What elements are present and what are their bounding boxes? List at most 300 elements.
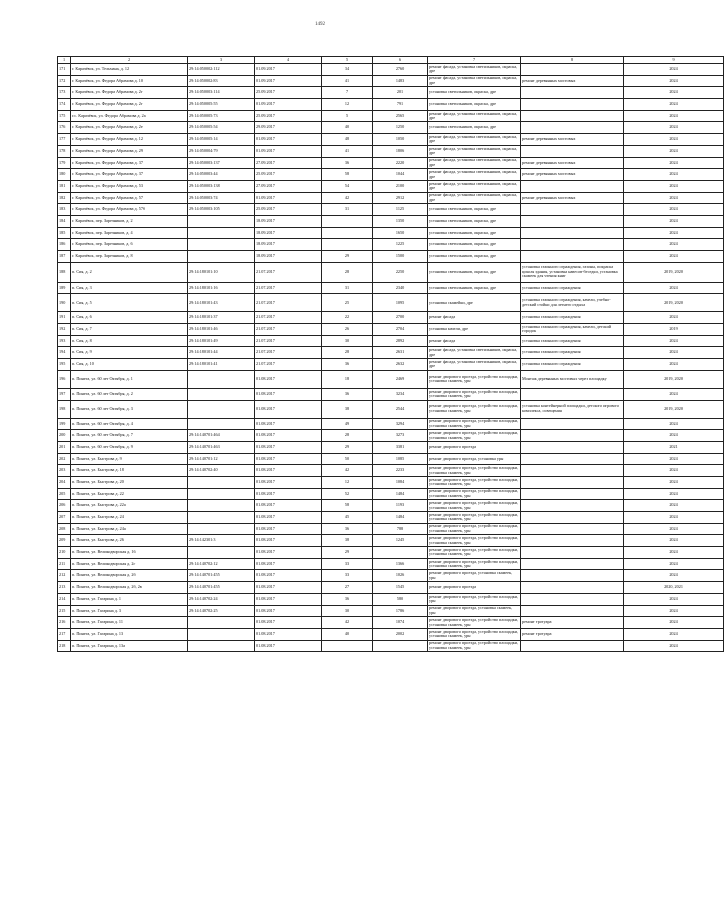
cadastral-number-cell: 29:14:140701:464 [188, 430, 255, 442]
col-header: 5 [322, 57, 373, 64]
address-cell: п. Пинега, ул. Быстрова д. 20 [71, 476, 188, 488]
area-cell: 2912 [373, 192, 428, 204]
row-number-cell: 201 [58, 441, 71, 453]
area-cell: 3381 [373, 441, 428, 453]
count-cell: 33 [322, 558, 373, 570]
area-cell: 1074 [373, 617, 428, 629]
row-number-cell: 197 [58, 388, 71, 400]
date-cell: 01.08.2017 [255, 453, 322, 465]
area-cell: 3273 [373, 430, 428, 442]
cadastral-number-cell: 29:14:140701:455 [188, 570, 255, 582]
row-number-cell: 194 [58, 347, 71, 359]
row-number-cell: 202 [58, 453, 71, 465]
works-cell: ремонт дворового проезда, установка скамеек, урн [428, 605, 521, 617]
area-cell: 2100 [373, 180, 428, 192]
date-cell: 01.08.2017 [255, 388, 322, 400]
row-number-cell: 193 [58, 335, 71, 347]
area-cell: 2704 [373, 324, 428, 336]
address-cell: п. Пинега, ул. Быстрова д. 9 [71, 453, 188, 465]
date-cell: 01.08.2017 [255, 617, 322, 629]
cadastral-number-cell: 29:14:142301:3 [188, 535, 255, 547]
date-cell: 01.09.2017 [255, 64, 322, 76]
year-cell: 2024 [624, 335, 724, 347]
date-cell: 29.09.2017 [255, 122, 322, 134]
table-row [58, 157, 724, 169]
extra-works-cell [521, 535, 624, 547]
cadastral-number-cell: 29:14:180101:16 [188, 282, 255, 294]
count-cell: 58 [322, 169, 373, 181]
works-cell: ремонт дворового проезда, установка урн [428, 453, 521, 465]
extra-works-cell [521, 465, 624, 477]
cadastral-number-cell: 29:14:050002:83 [188, 75, 255, 87]
count-cell: 34 [322, 64, 373, 76]
count-cell: 7 [322, 87, 373, 99]
extra-works-cell [521, 145, 624, 157]
year-cell: 2024 [624, 388, 724, 400]
date-cell: 01.08.2017 [255, 593, 322, 605]
extra-works-cell: установка газонного ограждения [521, 347, 624, 359]
date-cell: 25.09.2017 [255, 87, 322, 99]
extra-works-cell [521, 476, 624, 488]
extra-works-cell [521, 441, 624, 453]
works-cell: ремонт фасада, установка светильников, окраска, дре [428, 110, 521, 122]
table-row [58, 192, 724, 204]
col-header: 1 [58, 57, 71, 64]
year-cell: 2024 [624, 110, 724, 122]
count-cell: 25 [322, 294, 373, 312]
works-cell: ремонт дворового проезда [428, 582, 521, 594]
works-cell: установка светильников, окраска, дре [428, 122, 521, 134]
row-number-cell: 172 [58, 75, 71, 87]
row-number-cell: 216 [58, 617, 71, 629]
table-row [58, 145, 724, 157]
date-cell: 01.08.2017 [255, 512, 322, 524]
count-cell: 42 [322, 465, 373, 477]
address-cell: п. Пинега, ул. Быстрова д. 22 [71, 488, 188, 500]
date-cell: 01.08.2017 [255, 523, 322, 535]
works-cell: ремонт дворового проезда, устройство площадки, установка скамеек, урн [428, 488, 521, 500]
date-cell: 21.07.2017 [255, 294, 322, 312]
area-cell: 1484 [373, 488, 428, 500]
area-cell: 2469 [373, 370, 428, 388]
count-cell: 31 [322, 282, 373, 294]
row-number-cell: 171 [58, 64, 71, 76]
extra-works-cell: установка газонного ограждения, качели, детский городок [521, 324, 624, 336]
year-cell: 2024 [624, 628, 724, 640]
cadastral-number-cell: 29:14:050003:44 [188, 169, 255, 181]
date-cell: 21.07.2017 [255, 312, 322, 324]
address-cell: г. Карачёвск, пер. Заречников, д. 4 [71, 227, 188, 239]
table-row [58, 324, 724, 336]
cadastral-number-cell: 29:14:180101:41 [188, 359, 255, 371]
row-number-cell: 207 [58, 512, 71, 524]
count-cell: 30 [322, 605, 373, 617]
count-cell [322, 227, 373, 239]
year-cell: 2024 [624, 215, 724, 227]
cadastral-number-cell: 29:14:180101:37 [188, 312, 255, 324]
date-cell: 01.08.2017 [255, 370, 322, 388]
extra-works-cell [521, 227, 624, 239]
extra-works-cell [521, 110, 624, 122]
count-cell [322, 640, 373, 652]
table-row [58, 110, 724, 122]
col-header: 4 [255, 57, 322, 64]
count-cell: 50 [322, 453, 373, 465]
page-number: 1492 [315, 22, 325, 27]
area-cell: 1050 [373, 134, 428, 146]
cadastral-number-cell: 29:14:140702:40 [188, 465, 255, 477]
table-row [58, 335, 724, 347]
area-cell: 1084 [373, 476, 428, 488]
area-cell: 2565 [373, 110, 428, 122]
year-cell: 2024 [624, 180, 724, 192]
year-cell: 2024 [624, 192, 724, 204]
works-cell: ремонт дворового проезда, устройство площадки, установка скамеек, урн [428, 547, 521, 559]
date-cell: 01.08.2017 [255, 558, 322, 570]
extra-works-cell [521, 122, 624, 134]
table-row [58, 134, 724, 146]
cadastral-number-cell [188, 215, 255, 227]
table-row [58, 239, 724, 251]
address-cell: г. Карачёвск, ул. Федора Абрамова д. 29 [71, 145, 188, 157]
area-cell: 2760 [373, 64, 428, 76]
extra-works-cell [521, 204, 624, 216]
extra-works-cell [521, 558, 624, 570]
table-row [58, 570, 724, 582]
count-cell: 36 [322, 359, 373, 371]
table-row [58, 294, 724, 312]
year-cell: 2024 [624, 204, 724, 216]
cadastral-number-cell: 29:14:050002:112 [188, 64, 255, 76]
area-cell: 1095 [373, 294, 428, 312]
address-cell: п. Пинега, ул. 60 лет Октября, д. 3 [71, 400, 188, 418]
count-cell: 52 [322, 488, 373, 500]
area-cell: 2700 [373, 312, 428, 324]
year-cell: 2019 [624, 324, 724, 336]
address-cell: п. Пинега, ул. Великодворская д. 2б, 2в [71, 582, 188, 594]
address-cell: п. Пинега, ул. Быстрова д. 26 [71, 535, 188, 547]
area-cell: 2002 [373, 628, 428, 640]
table-row [58, 122, 724, 134]
header-row [58, 57, 724, 64]
address-cell: г. Карачёвск, ул. Федора Абрамова д. 2г [71, 87, 188, 99]
extra-works-cell: ремонт тротуара [521, 628, 624, 640]
year-cell: 2019, 2020 [624, 400, 724, 418]
table-row [58, 523, 724, 535]
area-cell: 1786 [373, 605, 428, 617]
address-cell: п. Сия, д. 10 [71, 359, 188, 371]
extra-works-cell: установка газонного ограждения [521, 335, 624, 347]
row-number-cell: 218 [58, 640, 71, 652]
count-cell: 36 [322, 157, 373, 169]
year-cell: 2024 [624, 157, 724, 169]
area-cell: 1193 [373, 500, 428, 512]
address-cell: г. Карачёвск, пер. Заречников, д. 6 [71, 239, 188, 251]
row-number-cell: 214 [58, 593, 71, 605]
area-cell: 1483 [373, 75, 428, 87]
cadastral-number-cell [188, 488, 255, 500]
year-cell: 2024 [624, 547, 724, 559]
row-number-cell: 191 [58, 312, 71, 324]
works-cell: установка светильников, окраска, дре [428, 262, 521, 282]
table-row [58, 476, 724, 488]
works-cell: ремонт фасада, установка светильников, окраска, дре [428, 180, 521, 192]
works-cell: установка светильников, окраска, дре [428, 251, 521, 263]
area-cell: 2544 [373, 400, 428, 418]
year-cell: 2024 [624, 523, 724, 535]
date-cell: 27.09.2017 [255, 180, 322, 192]
area-cell: 2340 [373, 282, 428, 294]
address-cell: п. Пинега, ул. Великодворская д. 2г [71, 558, 188, 570]
year-cell: 2019, 2020 [624, 262, 724, 282]
date-cell: 01.09.2017 [255, 145, 322, 157]
address-cell: п. Пинега, ул. Гагарина д. 13 [71, 628, 188, 640]
works-cell: ремонт фасада, установка светильников, окраска, дре [428, 157, 521, 169]
table-row [58, 215, 724, 227]
table-row [58, 75, 724, 87]
date-cell: 01.08.2017 [255, 500, 322, 512]
row-number-cell: 185 [58, 227, 71, 239]
extra-works-cell: ремонт деревянных мостовых [521, 169, 624, 181]
table-row [58, 593, 724, 605]
extra-works-cell [521, 99, 624, 111]
extra-works-cell [521, 512, 624, 524]
table-row [58, 169, 724, 181]
row-number-cell: 178 [58, 145, 71, 157]
year-cell: 2024 [624, 134, 724, 146]
cadastral-number-cell: 29:14:180101:10 [188, 262, 255, 282]
date-cell: 21.07.2017 [255, 262, 322, 282]
year-cell: 2024 [624, 282, 724, 294]
extra-works-cell: ремонт тротуара [521, 617, 624, 629]
year-cell: 2024 [624, 75, 724, 87]
date-cell: 01.08.2017 [255, 430, 322, 442]
row-number-cell: 190 [58, 294, 71, 312]
area-cell: 2233 [373, 465, 428, 477]
row-number-cell: 206 [58, 500, 71, 512]
date-cell: 01.09.2017 [255, 75, 322, 87]
year-cell: 2024 [624, 87, 724, 99]
date-cell: 25.09.2017 [255, 204, 322, 216]
count-cell: 31 [322, 204, 373, 216]
table-row [58, 465, 724, 477]
cadastral-number-cell [188, 500, 255, 512]
cadastral-number-cell [188, 239, 255, 251]
area-cell: 1044 [373, 169, 428, 181]
date-cell: 01.08.2017 [255, 628, 322, 640]
area-cell: 2250 [373, 262, 428, 282]
works-cell: установка светильников, окраска, дре [428, 204, 521, 216]
row-number-cell: 173 [58, 87, 71, 99]
date-cell: 18.09.2017 [255, 215, 322, 227]
year-cell: 2024 [624, 347, 724, 359]
area-cell: 2892 [373, 335, 428, 347]
works-cell: установка скамейки, дре [428, 294, 521, 312]
extra-works-cell [521, 388, 624, 400]
date-cell: 01.08.2017 [255, 570, 322, 582]
works-cell: установка светильников, окраска, дре [428, 215, 521, 227]
works-cell: ремонт дворового проезда, устройство площадки, установка скамеек, урн [428, 512, 521, 524]
row-number-cell: 200 [58, 430, 71, 442]
cadastral-number-cell [188, 400, 255, 418]
table-row [58, 227, 724, 239]
address-cell: п. Сия, д. 6 [71, 312, 188, 324]
address-cell: г. Карачёвск, ул. Федора Абрамова д. 57 [71, 192, 188, 204]
year-cell: 2024 [624, 359, 724, 371]
works-cell: ремонт дворового проезда, устройство площадки, установка скамеек, урн [428, 628, 521, 640]
cadastral-number-cell: 29:14:050005:73 [188, 110, 255, 122]
table-row [58, 558, 724, 570]
count-cell: 54 [322, 180, 373, 192]
year-cell: 2024 [624, 453, 724, 465]
date-cell: 21.07.2017 [255, 359, 322, 371]
year-cell: 2024 [624, 617, 724, 629]
works-cell: установка светильников, окраска, дре [428, 99, 521, 111]
address-cell: п. Пинега, ул. Гагарина д. 3 [71, 605, 188, 617]
area-cell: 2631 [373, 347, 428, 359]
date-cell: 27.09.2017 [255, 157, 322, 169]
cadastral-number-cell [188, 418, 255, 430]
area-cell [373, 547, 428, 559]
extra-works-cell: ремонт деревянных мостовых [521, 75, 624, 87]
table-row [58, 418, 724, 430]
works-cell: ремонт фасада, установка светильников, окраска, дре [428, 134, 521, 146]
cadastral-number-cell [188, 251, 255, 263]
cadastral-number-cell [188, 617, 255, 629]
address-cell: п. Пинега, ул. Великодворская д. 16 [71, 547, 188, 559]
date-cell: 01.08.2017 [255, 400, 322, 418]
date-cell: 21.07.2017 [255, 324, 322, 336]
count-cell: 28 [322, 347, 373, 359]
year-cell: 2024 [624, 476, 724, 488]
table-row [58, 312, 724, 324]
extra-works-cell [521, 570, 624, 582]
area-cell: 788 [373, 523, 428, 535]
date-cell: 01.08.2017 [255, 535, 322, 547]
year-cell: 2024 [624, 465, 724, 477]
address-cell: п. Сия, д. 7 [71, 324, 188, 336]
year-cell: 2024 [624, 593, 724, 605]
table-row [58, 64, 724, 76]
extra-works-cell [521, 215, 624, 227]
works-cell: ремонт дворового проезда, устройство площадки, установка скамеек, урн [428, 476, 521, 488]
count-cell: 28 [322, 262, 373, 282]
year-cell: 2020, 2021 [624, 582, 724, 594]
address-cell: п. Сия, д. 2 [71, 262, 188, 282]
cadastral-number-cell [188, 388, 255, 400]
extra-works-cell [521, 488, 624, 500]
row-number-cell: 217 [58, 628, 71, 640]
year-cell: 2024 [624, 418, 724, 430]
count-cell: 5 [322, 110, 373, 122]
extra-works-cell [521, 523, 624, 535]
extra-works-cell: ремонт деревянных мостовых [521, 157, 624, 169]
works-cell: ремонт фасада, установка светильников, окраска, дре [428, 359, 521, 371]
date-cell: 01.08.2017 [255, 547, 322, 559]
cadastral-number-cell: 29:14:050003:74 [188, 192, 255, 204]
cadastral-number-cell [188, 547, 255, 559]
count-cell: 33 [322, 570, 373, 582]
year-cell: 2024 [624, 500, 724, 512]
address-cell: п. Сия, д. 5 [71, 294, 188, 312]
area-cell: 1250 [373, 122, 428, 134]
address-cell: п. Сия, д. 3 [71, 282, 188, 294]
count-cell: 36 [322, 593, 373, 605]
address-cell: г. Карачёвск, ул. Федора Абрамова д. 37 [71, 169, 188, 181]
year-cell: 2024 [624, 169, 724, 181]
year-cell: 2024 [624, 430, 724, 442]
extra-works-cell: установка газонного ограждения, газоны, покраска цоколя здания, установка навесов-беседки, установка скамеек для чтения книг [521, 262, 624, 282]
area-cell: 1085 [373, 453, 428, 465]
area-cell: 580 [373, 593, 428, 605]
works-cell: ремонт дворового проезда, устройство площадки, урн [428, 593, 521, 605]
cadastral-number-cell: 29:14:180101:46 [188, 324, 255, 336]
address-cell: п. Пинега, ул. Гагарина д. 11 [71, 617, 188, 629]
table-row [58, 582, 724, 594]
count-cell: 42 [322, 617, 373, 629]
address-cell: г. Карачёвск, ул. Федора Абрамова д. 57б [71, 204, 188, 216]
table-row [58, 430, 724, 442]
count-cell: 38 [322, 400, 373, 418]
row-number-cell: 180 [58, 169, 71, 181]
table-row [58, 441, 724, 453]
year-cell: 2024 [624, 570, 724, 582]
date-cell: 01.08.2017 [255, 488, 322, 500]
extra-works-cell [521, 64, 624, 76]
works-cell: ремонт фасада, установка светильников, окраска, дре [428, 64, 521, 76]
extra-works-cell [521, 430, 624, 442]
cadastral-number-cell: 29:14:050003:137 [188, 157, 255, 169]
area-cell: 791 [373, 99, 428, 111]
area-cell: 2632 [373, 359, 428, 371]
row-number-cell: 215 [58, 605, 71, 617]
date-cell: 01.09.2017 [255, 134, 322, 146]
date-cell: 01.08.2017 [255, 605, 322, 617]
table-row [58, 204, 724, 216]
col-header: 2 [71, 57, 188, 64]
date-cell: 21.07.2017 [255, 335, 322, 347]
works-cell: ремонт дворового проезда, устройство площадки, установка скамеек, урн [428, 558, 521, 570]
works-cell: установка качели, дре [428, 324, 521, 336]
row-number-cell: 179 [58, 157, 71, 169]
row-number-cell: 176 [58, 122, 71, 134]
count-cell: 38 [322, 535, 373, 547]
table-row [58, 617, 724, 629]
area-cell: 1500 [373, 251, 428, 263]
address-cell: п. Пинега, ул. 60 лет Октября, д. 1 [71, 370, 188, 388]
date-cell: 25.09.2017 [255, 110, 322, 122]
extra-works-cell [521, 239, 624, 251]
row-number-cell: 211 [58, 558, 71, 570]
row-number-cell: 181 [58, 180, 71, 192]
cadastral-number-cell: 29:14:140702:24 [188, 593, 255, 605]
extra-works-cell [521, 453, 624, 465]
date-cell: 01.08.2017 [255, 441, 322, 453]
year-cell: 2024 [624, 145, 724, 157]
table-row [58, 180, 724, 192]
extra-works-cell [521, 87, 624, 99]
address-cell: п. Пинега, ул. Быстрова д. 18 [71, 465, 188, 477]
date-cell: 01.08.2017 [255, 418, 322, 430]
works-cell: ремонт дворового проезда, устройство площадки, установка скамеек, урн [428, 465, 521, 477]
area-cell: 1366 [373, 558, 428, 570]
table-row [58, 347, 724, 359]
row-number-cell: 208 [58, 523, 71, 535]
table-row [58, 512, 724, 524]
works-cell: ремонт фасада, установка светильников, окраска, дре [428, 192, 521, 204]
count-cell: 28 [322, 430, 373, 442]
works-cell: ремонт дворового проезда, устройство площадки, установка скамеек, урн [428, 640, 521, 652]
